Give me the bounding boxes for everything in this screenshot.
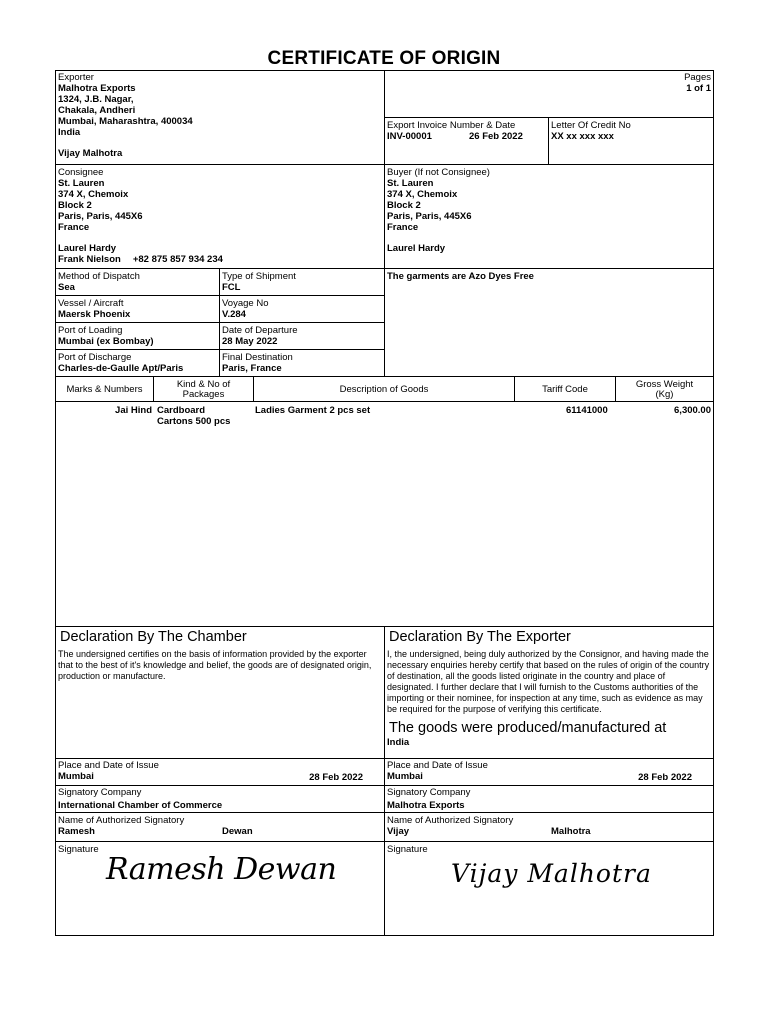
voyage-label: Voyage No [222, 298, 269, 309]
vessel-label: Vessel / Aircraft [58, 298, 124, 309]
place-value: Mumbai [58, 771, 94, 782]
destination-box [219, 349, 385, 377]
buyer-name: St. Lauren [387, 178, 434, 189]
consignee-contact: Laurel Hardy [58, 243, 117, 254]
loading-box [55, 322, 220, 350]
company-value: Malhotra Exports [387, 800, 465, 811]
discharge-box [55, 349, 220, 377]
invoice-date: 26 Feb 2022 [469, 131, 523, 142]
consignee-phone: +82 875 857 934 234 [132, 254, 223, 265]
invoice-number: INV-00001 [387, 131, 432, 142]
marks-header [55, 376, 154, 402]
goods-kind: Cardboard [157, 405, 206, 416]
signature-label: Signature [387, 844, 428, 855]
signatory-last-name: Malhotra [551, 826, 591, 837]
pages-value: 1 of 1 [686, 83, 711, 94]
chamber-text: The undersigned certifies on the basis of information provided by the exporter that to the best of it's knowledge and belief, the goods are of designated origin, production or manufacture. [58, 649, 372, 681]
buyer-country: France [387, 222, 419, 233]
departure-label: Date of Departure [222, 325, 298, 336]
credit-value: XX xx xxx xxx [551, 131, 614, 142]
exporter-address-line: 1324, J.B. Nagar, [58, 94, 134, 105]
kind-header-label: Packages [182, 388, 225, 400]
exporter-decl-text: I, the undersigned, being duly authorized by the Consignor, and having made the necessary enquiries hereby certify that based on the rules of origin of the country of destination, all the goods listed originate in the country and place of designated. I further declare that I will furnish to the Customs authorities of the importing or their nominee, for inspection at any time, such as evidence as may be required for the purpose of verifying this certificate. [387, 649, 710, 714]
produced-value: India [387, 737, 410, 749]
issue-date: 28 Feb 2022 [309, 772, 363, 783]
issue-left-name [55, 812, 385, 842]
place-label: Place and Date of Issue [58, 760, 159, 771]
weight-header-label: (Kg) [655, 388, 674, 400]
chamber-declaration [55, 626, 385, 759]
dispatch-box [55, 268, 220, 296]
exporter-country: India [58, 127, 81, 138]
consignee-contact: Frank Nielson [58, 254, 121, 265]
consignee-box [55, 164, 385, 269]
vessel-value: Maersk Phoenix [58, 309, 131, 320]
shipment-label: Type of Shipment [222, 271, 296, 282]
departure-box [219, 322, 385, 350]
shipment-value: FCL [222, 282, 241, 293]
credit-box [548, 117, 714, 165]
issue-right-company [384, 785, 714, 813]
remarks-box [384, 268, 714, 377]
consignee-address-line: 374 X, Chemoix [58, 189, 129, 200]
issue-left-place [55, 758, 385, 786]
place-label: Place and Date of Issue [387, 760, 488, 771]
consignee-label: Consignee [58, 167, 104, 178]
marks-header-label: Marks & Numbers [66, 384, 143, 395]
signatory-label: Name of Authorized Signatory [58, 815, 185, 826]
goods-description: Ladies Garment 2 pcs set [255, 405, 371, 416]
exporter-box [55, 70, 385, 165]
pages-box [384, 70, 714, 118]
consignee-name: St. Lauren [58, 178, 105, 189]
company-label: Signatory Company [58, 787, 142, 798]
dispatch-label: Method of Dispatch [58, 271, 140, 282]
exporter-address-line: Chakala, Andheri [58, 105, 136, 116]
pages-label: Pages [684, 72, 711, 83]
shipment-box [219, 268, 385, 296]
signatory-first-name: Ramesh [58, 826, 95, 837]
invoice-label: Export Invoice Number & Date [387, 120, 516, 131]
voyage-value: V.284 [222, 309, 246, 320]
kind-header-label: Kind & No of [176, 378, 231, 390]
tariff-header [514, 376, 616, 402]
signatory-first-name: Vijay [387, 826, 410, 837]
exporter-label: Exporter [58, 72, 94, 83]
remarks-text: The garments are Azo Dyes Free [387, 271, 534, 282]
exporter-contact: Vijay Malhotra [58, 148, 123, 159]
issue-right-name [384, 812, 714, 842]
credit-label: Letter Of Credit No [551, 120, 631, 131]
signatory-last-name: Dewan [222, 826, 253, 837]
invoice-box [384, 117, 549, 165]
signatory-label: Name of Authorized Signatory [387, 815, 514, 826]
buyer-address-line: 374 X, Chemoix [387, 189, 458, 200]
signature-label: Signature [58, 844, 99, 855]
buyer-box [384, 164, 714, 269]
consignee-address-line: Paris, Paris, 445X6 [58, 211, 143, 222]
loading-label: Port of Loading [58, 325, 123, 336]
exporter-name: Malhotra Exports [58, 83, 136, 94]
signature-right-box [384, 841, 714, 936]
goods-weight: 6,300.00 [674, 405, 711, 416]
vessel-box [55, 295, 220, 323]
description-header [253, 376, 515, 402]
kind-header [153, 376, 254, 402]
tariff-header-label: Tariff Code [542, 384, 588, 395]
destination-value: Paris, France [222, 363, 282, 374]
consignee-country: France [58, 222, 90, 233]
produced-label: The goods were produced/manufactured at [389, 720, 667, 737]
buyer-contact: Laurel Hardy [387, 243, 446, 254]
departure-value: 28 May 2022 [222, 336, 278, 347]
place-value: Mumbai [387, 771, 423, 782]
goods-body [55, 401, 714, 627]
description-header-label: Description of Goods [339, 384, 429, 395]
signature-left-box [55, 841, 385, 936]
goods-row [56, 405, 713, 435]
dispatch-value: Sea [58, 282, 75, 293]
discharge-value: Charles-de-Gaulle Apt/Paris [58, 363, 184, 374]
discharge-label: Port of Discharge [58, 352, 132, 363]
destination-label: Final Destination [222, 352, 293, 363]
company-value: International Chamber of Commerce [58, 800, 223, 811]
exporter-address-line: Mumbai, Maharashtra, 400034 [58, 116, 193, 127]
buyer-address-line: Paris, Paris, 445X6 [387, 211, 472, 222]
exporter-declaration [384, 626, 714, 759]
issue-left-company [55, 785, 385, 813]
issue-right-place [384, 758, 714, 786]
exporter-decl-heading: Declaration By The Exporter [389, 629, 571, 645]
weight-header [615, 376, 714, 402]
company-label: Signatory Company [387, 787, 471, 798]
buyer-address-line: Block 2 [387, 200, 421, 211]
voyage-box [219, 295, 385, 323]
goods-marks: Jai Hind [115, 405, 152, 416]
document-title: CERTIFICATE OF ORIGIN [267, 48, 501, 69]
buyer-label: Buyer (If not Consignee) [387, 167, 490, 178]
consignee-address-line: Block 2 [58, 200, 92, 211]
loading-value: Mumbai (ex Bombay) [58, 336, 154, 347]
goods-tariff: 61141000 [566, 405, 608, 416]
chamber-heading: Declaration By The Chamber [60, 629, 247, 645]
issue-date: 28 Feb 2022 [638, 772, 692, 783]
weight-header-label: Gross Weight [635, 378, 694, 390]
signature-ramesh: Ramesh Dewan [106, 852, 337, 887]
signature-vijay: Vijay Malhotra [451, 859, 652, 888]
goods-kind: Cartons 500 pcs [157, 416, 231, 427]
